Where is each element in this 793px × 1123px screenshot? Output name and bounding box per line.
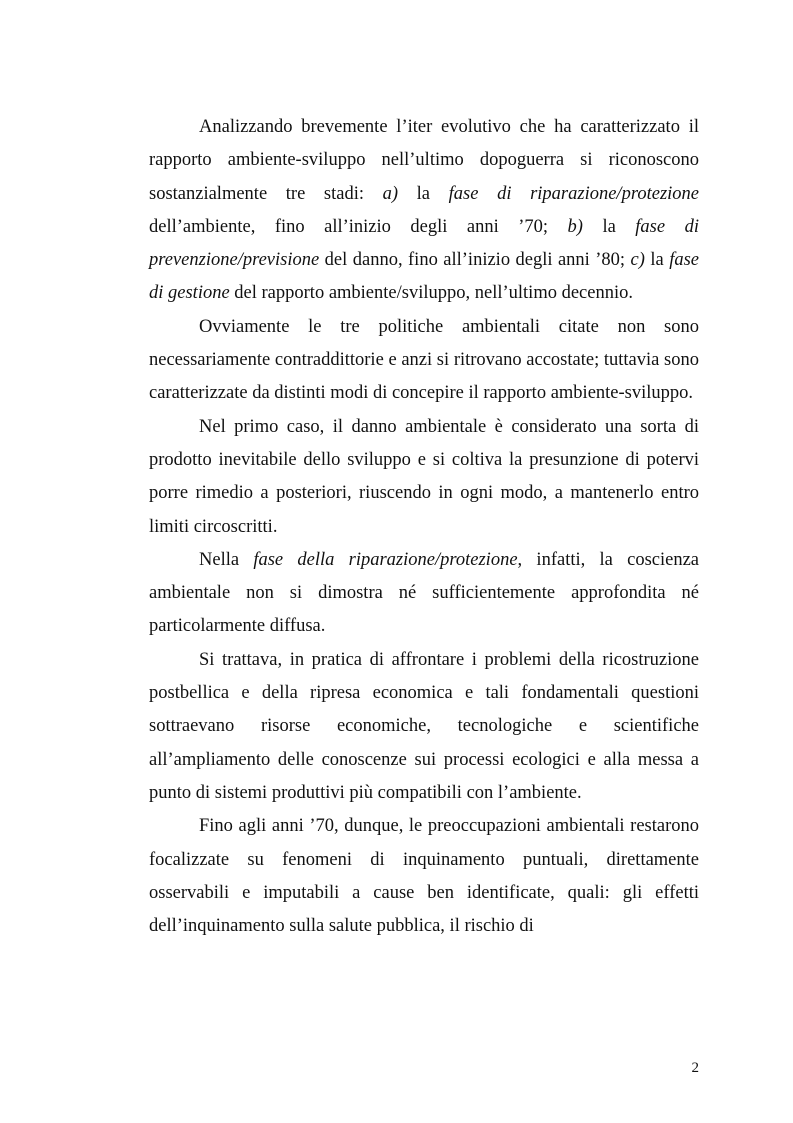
body-text: , infatti, la coscienza ambientale non si dimostra né sufficientemente approfondita né particolarmente diffusa. <box>149 549 700 637</box>
paragraph <box>149 111 699 311</box>
paragraph <box>149 544 699 644</box>
italic-text: b) <box>567 216 583 237</box>
body-text: la <box>582 216 636 237</box>
paragraph <box>149 311 699 411</box>
body-text: Nella <box>199 549 254 570</box>
body-text: dell’ambiente, fino all’inizio degli anni ’70; <box>149 216 568 237</box>
body-text: Ovviamente le tre politiche ambientali citate non sono necessariamente contraddittorie e anzi si ritrovano accostate; tuttavia sono caratterizzate da distinti modi di concepire il rapporto ambiente-sviluppo. <box>149 316 699 404</box>
italic-text: fase della riparazione/protezione <box>253 549 518 570</box>
body-text: del rapporto ambiente/sviluppo, nell’ultimo decennio. <box>229 283 633 304</box>
body-text: Nel primo caso, il danno ambientale è considerato una sorta di prodotto inevitabile dello sviluppo e si coltiva la presunzione di potervi porre rimedio a posteriori, riuscendo in ogni modo, a mantenerlo entro limiti circoscritti. <box>149 416 699 537</box>
italic-text: c) <box>630 250 645 271</box>
body-text: la <box>398 183 449 204</box>
body-text: del danno, fino all’inizio degli anni ’80; <box>319 250 631 271</box>
italic-text: fase di gestione <box>149 250 699 304</box>
body-text: Si trattava, in pratica di affrontare i problemi della ricostruzione postbellica e della ripresa economica e tali fondamentali questioni sottraevano risorse economiche, tecnologiche e scientifiche all’ampliamento delle conoscenze sui processi ecologici e alla messa a punto di sistemi produttivi più compatibili con l’ambiente. <box>149 649 699 803</box>
paragraph <box>149 810 699 943</box>
body-text: Fino agli anni ’70, dunque, le preoccupazioni ambientali restarono focalizzate su fenomeni di inquinamento puntuali, direttamente osservabili e imputabili a cause ben identificate, quali: gli effetti dell’inquinamento sulla salute pubblica, il rischio di <box>149 816 699 937</box>
page-number: 2 <box>691 1060 699 1076</box>
paragraph <box>149 644 699 810</box>
italic-text: fase di riparazione/protezione <box>448 183 699 204</box>
page-body <box>149 111 699 943</box>
paragraph <box>149 411 699 544</box>
body-text: la <box>644 250 670 271</box>
body-text: Analizzando brevemente l’iter evolutivo che ha caratterizzato il rapporto ambiente-sviluppo nell’ultimo dopoguerra si riconoscono sostanzialmente tre stadi: <box>149 117 699 204</box>
italic-text: fase di prevenzione/previsione <box>149 216 699 271</box>
italic-text: a) <box>382 183 399 204</box>
